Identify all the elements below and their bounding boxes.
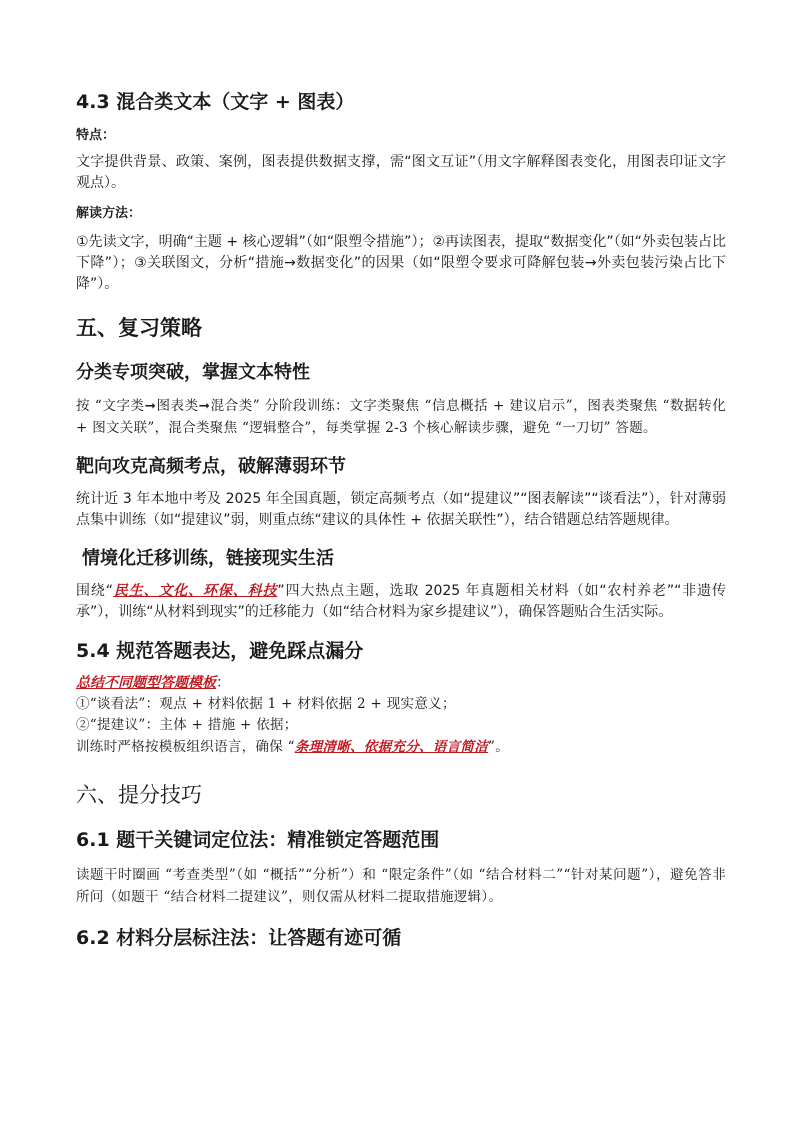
situational-text-before: 围绕“ [76,583,113,599]
method-label: 解读方法： [76,206,142,221]
template-closing-line [76,736,726,758]
template-item-suggestion: ②“提建议”：主体 + 措施 + 依据； [76,717,298,733]
template-label-colon: ： [216,675,230,691]
feature-paragraph: 文字提供背景、政策、案例，图表提供数据支撑，需“图文互证”（用文字解释图表变化，用图表印证文字观点）。 [76,154,726,191]
chapter-heading-5: 五、复习策略 [76,316,202,340]
subheading-classified-training: 分类专项突破，掌握文本特性 [76,362,310,383]
keyword-locate-paragraph: 读题干时圈画 “考查类型”（如 “概括”“分析”）和 “限定条件”（如 “结合材料二”“针对某问题”），避免答非所问（如题干 “结合材料二提建议”，则仅需从材料二提取措施逻辑）。 [76,867,726,905]
closing-text-before: 训练时严格按模板组织语言，确保 “ [76,739,295,755]
template-label-line [76,673,726,694]
template-label: 总结不同题型答题模板 [76,675,216,691]
closing-highlight: 条理清晰、依据充分、语言简洁 [294,739,488,755]
method-paragraph: ①先读文字，明确“主题 + 核心逻辑”（如“限塑令措施”）；②再读图表，提取“数据变化”（如“外卖包装占比下降”）；③关联图文，分析“措施→数据变化”的因果（如“限塑令要求可降解包装→外卖包装污染占比下降”）。 [76,234,726,292]
subheading-situational-transfer: 情境化迁移训练，链接现实生活 [82,548,334,569]
feature-label: 特点： [76,128,116,143]
high-frequency-paragraph: 统计近 3 年本地中考及 2025 年全国真题，锁定高频考点（如“提建议”“图表解读”“谈看法”），针对薄弱点集中训练（如“提建议”弱，则重点练“建议的具体性 + 依据关联性”），结合错题总结答题规律。 [76,491,726,528]
situational-text-after: ”四大热点主题，选取 2025 年真题相关材料（如“农村养老”“非遗传承”），训练“从材料到现实”的迁移能力（如“结合材料为家乡提建议”），确保答题贴合生活实际。 [76,583,726,620]
section-heading-5-4: 5.4 规范答题表达，避免踩点漏分 [76,640,364,662]
hot-topics-highlight: 民生、文化、环保、科技 [112,583,278,599]
subheading-high-frequency: 靶向攻克高频考点，破解薄弱环节 [76,456,346,477]
section-heading-6-2: 6.2 材料分层标注法：让答题有迹可循 [76,927,402,949]
document-page [76,88,726,952]
classified-training-paragraph: 按 “文字类➞图表类➞混合类” 分阶段训练：文字类聚焦 “信息概括 + 建议启示”，图表类聚焦 “数据转化 + 图文关联”，混合类聚焦 “逻辑整合”，每类掌握 2-3 个核心解读步骤，避免 “一刀切” 答题。 [76,398,726,436]
section-heading-4-3: 4.3 混合类文本（文字 + 图表） [76,91,355,113]
template-item-opinion: ①“谈看法”：观点 + 材料依据 1 + 材料依据 2 + 现实意义； [76,696,456,712]
chapter-heading-6: 六、提分技巧 [76,783,202,807]
closing-text-after: ”。 [488,739,510,755]
section-heading-6-1: 6.1 题干关键词定位法：精准锁定答题范围 [76,829,440,851]
situational-transfer-paragraph [76,581,726,623]
